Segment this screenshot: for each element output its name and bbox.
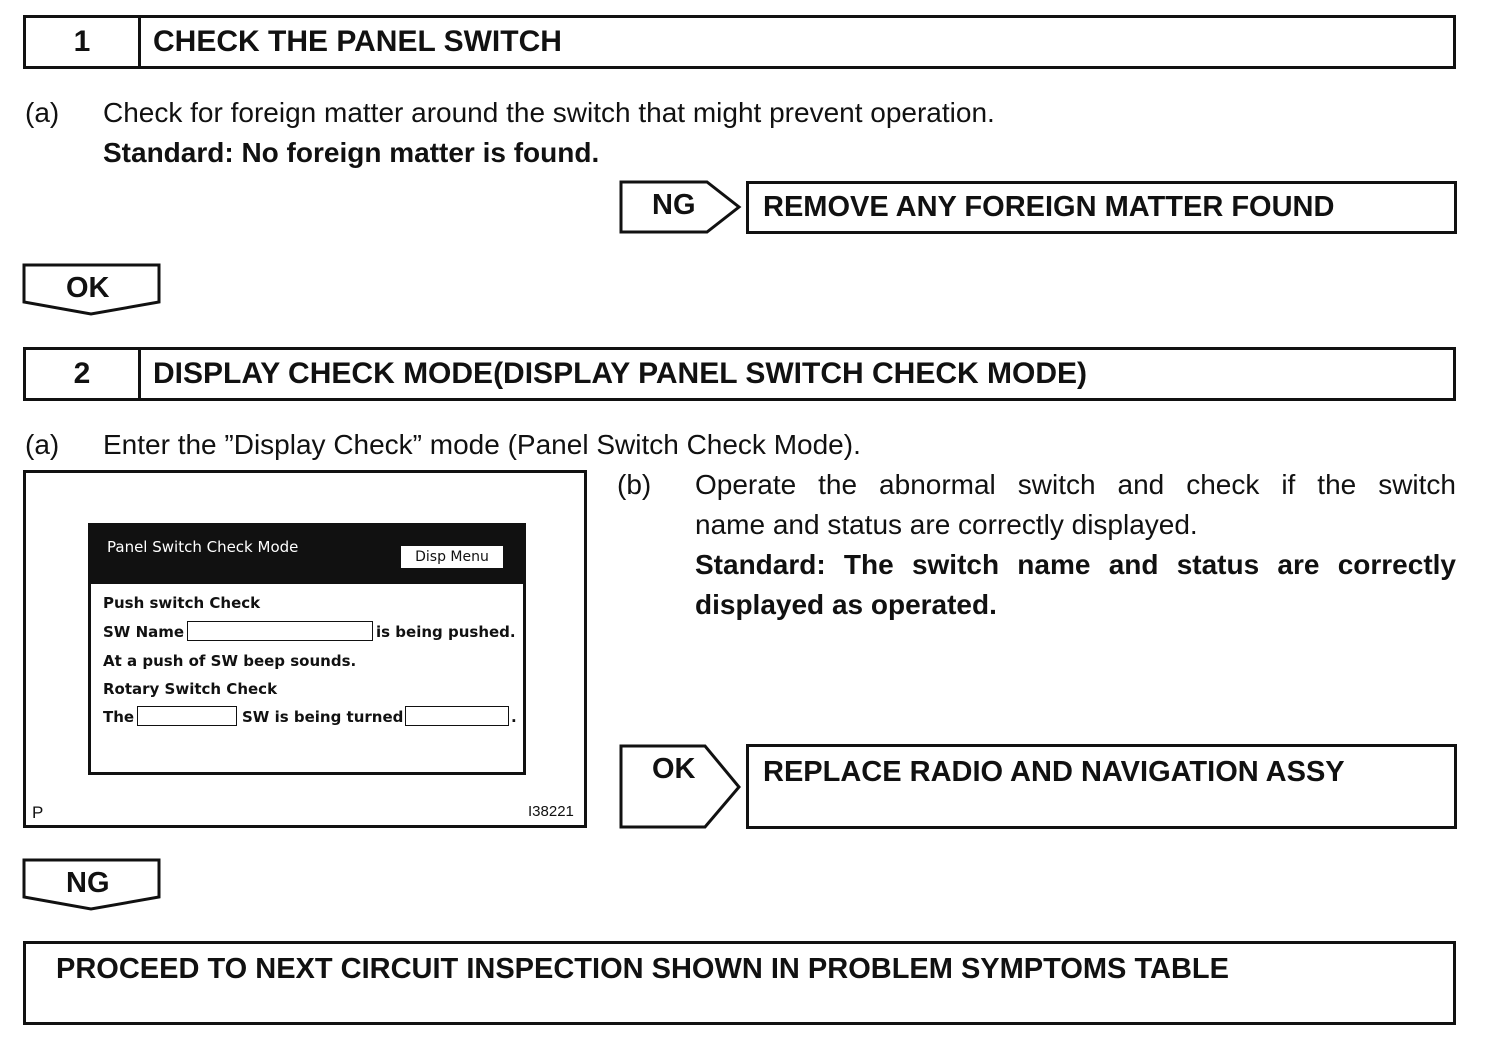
step-2-ok-result: REPLACE RADIO AND NAVIGATION ASSY — [746, 744, 1457, 829]
step-2-ng-result: PROCEED TO NEXT CIRCUIT INSPECTION SHOWN IN PROBLEM SYMPTOMS TABLE — [23, 941, 1456, 1025]
rotary-switch-check-label: Rotary Switch Check — [103, 680, 278, 698]
step-2-standard-line2: displayed as operated. — [695, 589, 997, 620]
step-2-item-b-line1: Operate the abnormal switch and check if the switch — [695, 469, 1456, 500]
step-2-ng-tag: NG — [66, 867, 110, 899]
figure-id: I38221 — [528, 803, 574, 820]
sw-name-label: SW Name — [103, 623, 185, 641]
step-2-number: 2 — [26, 350, 141, 398]
step-1-item-a-label: (a) — [25, 97, 60, 128]
push-switch-check-label: Push switch Check — [103, 594, 261, 612]
step-1-number: 1 — [26, 18, 141, 66]
step-2-item-a-text: Enter the ”Display Check” mode (Panel Switch Check Mode). — [103, 429, 861, 460]
being-pushed-label: is being pushed. — [376, 623, 516, 641]
step-2-item-a-label: (a) — [25, 429, 60, 460]
step-2-item-b-line2: name and status are correctly displayed. — [695, 509, 1198, 540]
step-1-ng-result: REMOVE ANY FOREIGN MATTER FOUND — [746, 181, 1457, 234]
step-1-standard: Standard: No foreign matter is found. — [103, 137, 600, 168]
step-2-ok-tag: OK — [652, 753, 696, 785]
rotary-switch-name-field — [137, 706, 237, 726]
step-2-item-b-label: (b) — [617, 469, 652, 500]
step-2-standard-line1: Standard: The switch name and status are correctly — [695, 549, 1456, 580]
figure-frame — [23, 470, 587, 828]
step-1-ok-tag: OK — [66, 272, 110, 304]
period-label: . — [511, 708, 517, 726]
step-1-title: CHECK THE PANEL SWITCH — [153, 25, 562, 58]
figure-corner-label: P — [32, 803, 44, 822]
step-1-header — [23, 15, 1456, 69]
step-1-item-a-text: Check for foreign matter around the switch that might prevent operation. — [103, 97, 995, 128]
step-2-title: DISPLAY CHECK MODE(DISPLAY PANEL SWITCH CHECK MODE) — [153, 357, 1087, 390]
step-2-header — [23, 347, 1456, 401]
step-1-ng-tag: NG — [652, 189, 696, 221]
disp-menu-button[interactable]: Disp Menu — [401, 546, 503, 568]
screen-display — [88, 523, 526, 775]
screen-title: Panel Switch Check Mode — [107, 538, 299, 556]
beep-note: At a push of SW beep sounds. — [103, 652, 357, 670]
being-turned-label: SW is being turned — [242, 708, 404, 726]
rotary-direction-field — [405, 706, 509, 726]
sw-name-field — [187, 621, 373, 641]
the-label: The — [103, 708, 135, 726]
